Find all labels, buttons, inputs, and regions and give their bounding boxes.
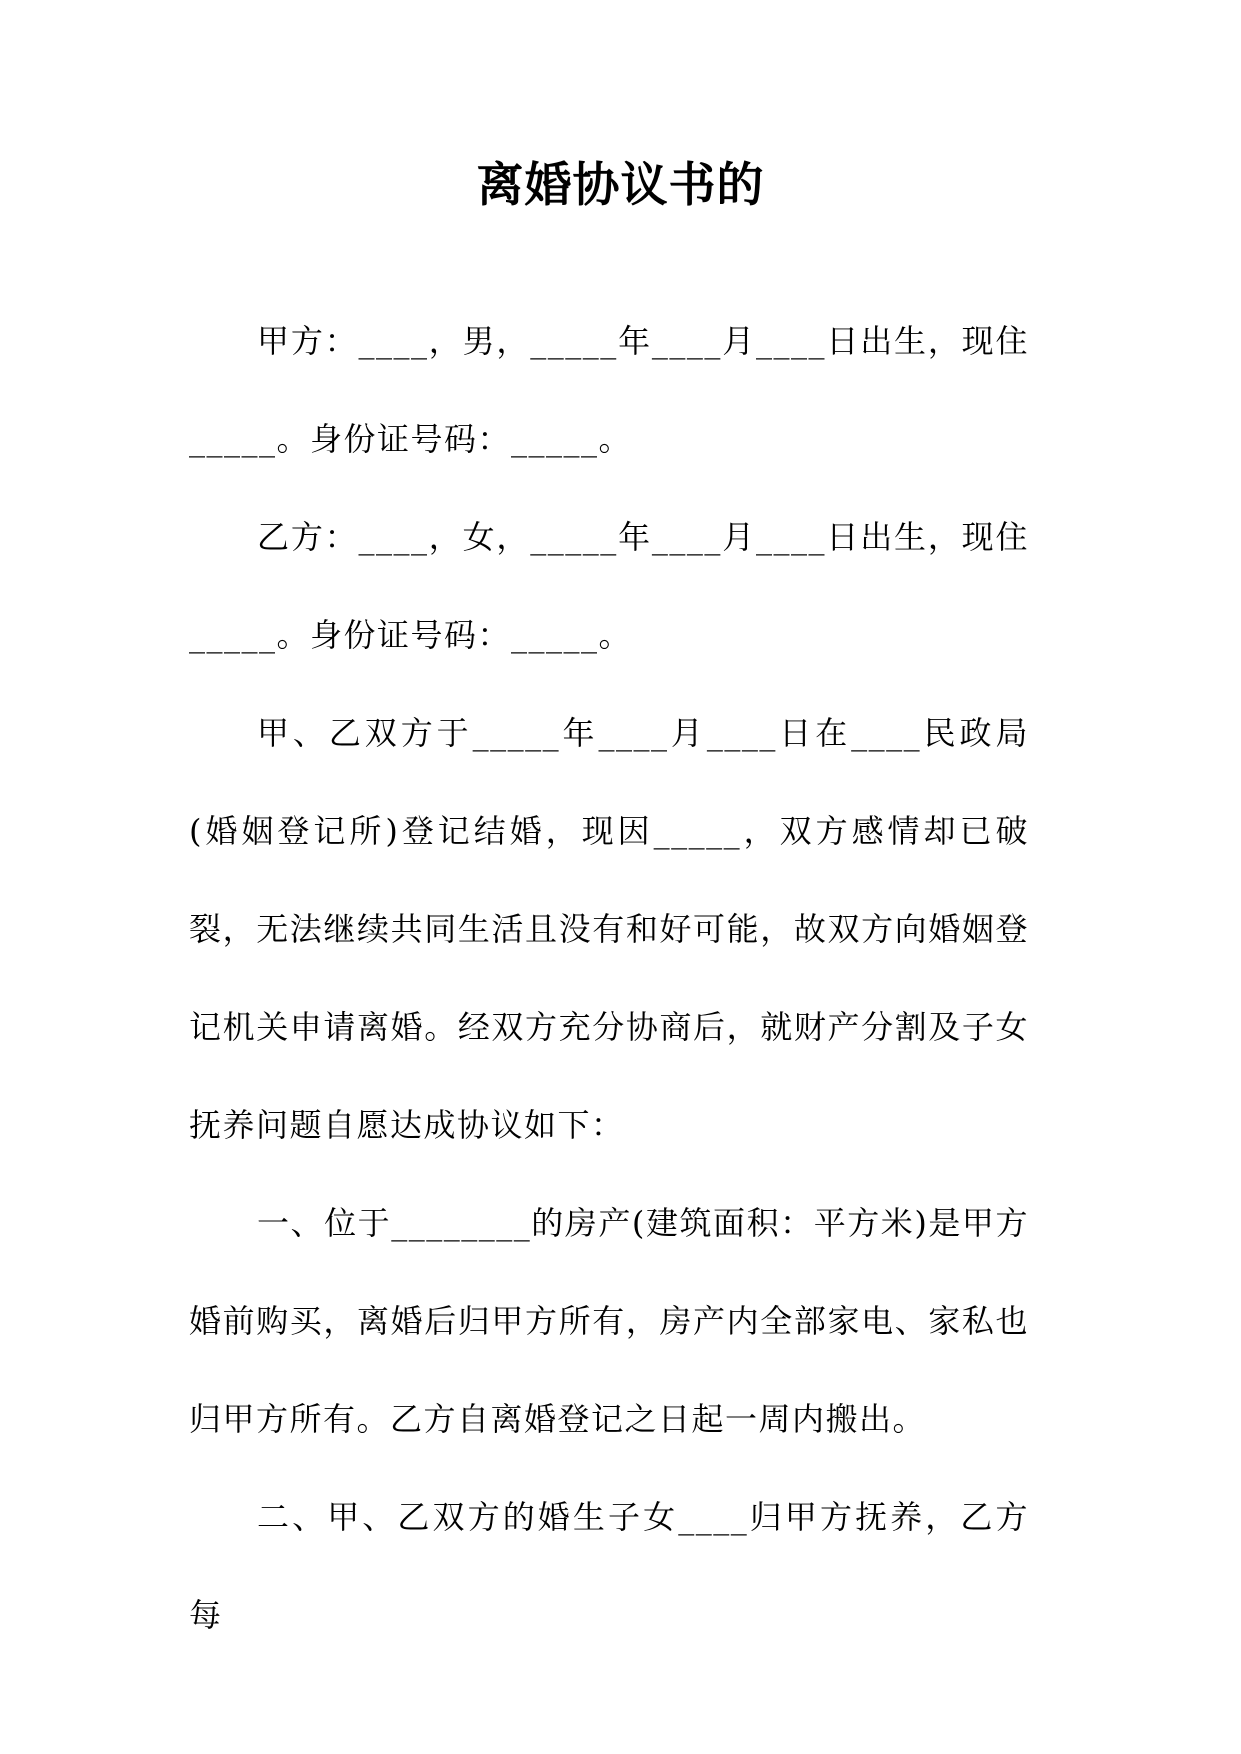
document-body <box>189 292 1029 1664</box>
party-a-paragraph: 甲方：____，男，_____年____月____日出生，现住_____。身份证号码：_____。 <box>189 322 1029 458</box>
clause-two-custody-paragraph: 二、甲、乙双方的婚生子女____归甲方抚养，乙方每 <box>189 1498 1029 1634</box>
document-title: 离婚协议书的 <box>476 158 765 213</box>
marriage-background-paragraph: 甲、乙双方于_____年____月____日在____民政局(婚姻登记所)登记结婚，现因_____，双方感情却已破裂，无法继续共同生活且没有和好可能，故双方向婚姻登记机关申请离婚。经双方充分协商后，就财产分割及子女抚养问题自愿达成协议如下： <box>189 714 1029 1144</box>
clause-one-property-paragraph: 一、位于________的房产(建筑面积：平方米)是甲方婚前购买，离婚后归甲方所有，房产内全部家电、家私也归甲方所有。乙方自离婚登记之日起一周内搬出。 <box>189 1204 1029 1438</box>
party-b-paragraph: 乙方：____，女，_____年____月____日出生，现住_____。身份证号码：_____。 <box>189 518 1029 654</box>
